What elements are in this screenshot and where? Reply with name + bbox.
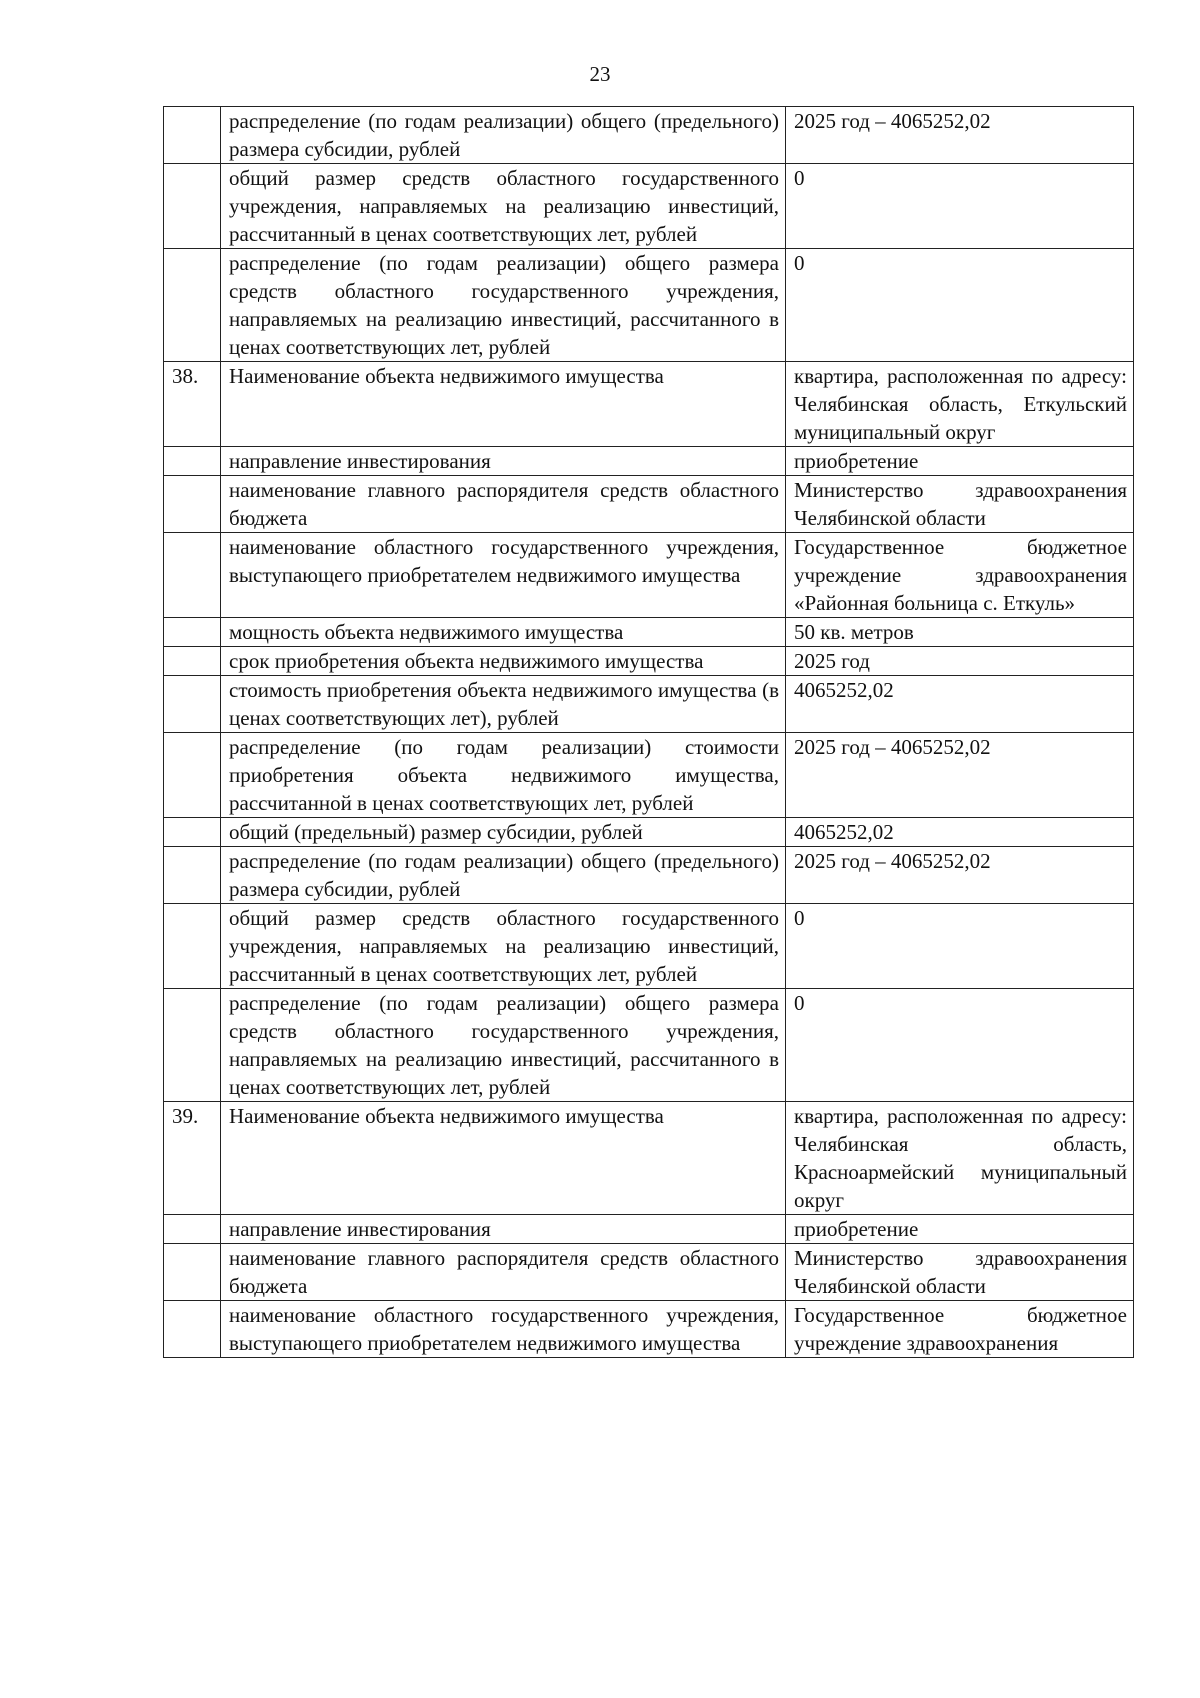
row-label: мощность объекта недвижимого имущества bbox=[221, 618, 786, 647]
row-value: 2025 год – 4065252,02 bbox=[786, 107, 1134, 164]
row-value: 2025 год – 4065252,02 bbox=[786, 847, 1134, 904]
table-row bbox=[164, 847, 1134, 904]
table-row bbox=[164, 447, 1134, 476]
row-number bbox=[164, 676, 221, 733]
row-number bbox=[164, 1244, 221, 1301]
row-number bbox=[164, 107, 221, 164]
row-number bbox=[164, 733, 221, 818]
row-label: Наименование объекта недвижимого имущества bbox=[221, 1102, 786, 1215]
table-row bbox=[164, 164, 1134, 249]
row-value: 0 bbox=[786, 989, 1134, 1102]
row-number: 38. bbox=[164, 362, 221, 447]
row-label: направление инвестирования bbox=[221, 1215, 786, 1244]
row-number bbox=[164, 847, 221, 904]
row-value: 0 bbox=[786, 249, 1134, 362]
row-number bbox=[164, 1215, 221, 1244]
row-value: 4065252,02 bbox=[786, 676, 1134, 733]
row-number bbox=[164, 476, 221, 533]
row-value: 2025 год – 4065252,02 bbox=[786, 733, 1134, 818]
table-row bbox=[164, 533, 1134, 618]
row-label: наименование областного государственного учреждения, выступающего приобретателем недвижимого имущества bbox=[221, 533, 786, 618]
row-number bbox=[164, 989, 221, 1102]
investment-objects-table bbox=[163, 106, 1134, 1358]
table-row bbox=[164, 647, 1134, 676]
row-label: распределение (по годам реализации) общего (предельного) размера субсидии, рублей bbox=[221, 847, 786, 904]
row-value: 4065252,02 bbox=[786, 818, 1134, 847]
row-label: общий размер средств областного государственного учреждения, направляемых на реализацию инвестиций, рассчитанный в ценах соответствующих лет, рублей bbox=[221, 164, 786, 249]
row-number bbox=[164, 904, 221, 989]
row-value: 2025 год bbox=[786, 647, 1134, 676]
row-value: квартира, расположенная по адресу: Челябинская область, Еткульский муниципальный округ bbox=[786, 362, 1134, 447]
row-value: квартира, расположенная по адресу: Челябинская область, Красноармейский муниципальный округ bbox=[786, 1102, 1134, 1215]
row-value: 50 кв. метров bbox=[786, 618, 1134, 647]
table-row bbox=[164, 362, 1134, 447]
row-number: 39. bbox=[164, 1102, 221, 1215]
table-row bbox=[164, 107, 1134, 164]
row-number bbox=[164, 164, 221, 249]
row-number bbox=[164, 647, 221, 676]
table-row bbox=[164, 1301, 1134, 1358]
table-body bbox=[164, 107, 1134, 1358]
row-value: приобретение bbox=[786, 1215, 1134, 1244]
table-row bbox=[164, 818, 1134, 847]
table-row bbox=[164, 618, 1134, 647]
row-value: 0 bbox=[786, 164, 1134, 249]
row-label: распределение (по годам реализации) стоимости приобретения объекта недвижимого имущества, рассчитанной в ценах соответствующих лет, рублей bbox=[221, 733, 786, 818]
table-row bbox=[164, 1102, 1134, 1215]
table-row bbox=[164, 733, 1134, 818]
row-number bbox=[164, 1301, 221, 1358]
table-row bbox=[164, 676, 1134, 733]
row-label: наименование областного государственного учреждения, выступающего приобретателем недвижимого имущества bbox=[221, 1301, 786, 1358]
row-label: распределение (по годам реализации) общего размера средств областного государственного учреждения, направляемых на реализацию инвестиций, рассчитанного в ценах соответствующих лет, рублей bbox=[221, 249, 786, 362]
row-number bbox=[164, 249, 221, 362]
row-value: приобретение bbox=[786, 447, 1134, 476]
row-label: направление инвестирования bbox=[221, 447, 786, 476]
row-label: наименование главного распорядителя средств областного бюджета bbox=[221, 1244, 786, 1301]
row-label: распределение (по годам реализации) общего (предельного) размера субсидии, рублей bbox=[221, 107, 786, 164]
row-value: Министерство здравоохранения Челябинской области bbox=[786, 476, 1134, 533]
row-label: Наименование объекта недвижимого имущества bbox=[221, 362, 786, 447]
table-row bbox=[164, 989, 1134, 1102]
table-row bbox=[164, 904, 1134, 989]
row-number bbox=[164, 447, 221, 476]
row-value: Государственное бюджетное учреждение здравоохранения bbox=[786, 1301, 1134, 1358]
row-number bbox=[164, 533, 221, 618]
table-row bbox=[164, 249, 1134, 362]
row-label: стоимость приобретения объекта недвижимого имущества (в ценах соответствующих лет), рублей bbox=[221, 676, 786, 733]
row-label: общий размер средств областного государственного учреждения, направляемых на реализацию инвестиций, рассчитанный в ценах соответствующих лет, рублей bbox=[221, 904, 786, 989]
row-value: Министерство здравоохранения Челябинской области bbox=[786, 1244, 1134, 1301]
row-label: срок приобретения объекта недвижимого имущества bbox=[221, 647, 786, 676]
row-value: 0 bbox=[786, 904, 1134, 989]
page-number: 23 bbox=[589, 62, 611, 86]
row-label: распределение (по годам реализации) общего размера средств областного государственного учреждения, направляемых на реализацию инвестиций, рассчитанного в ценах соответствующих лет, рублей bbox=[221, 989, 786, 1102]
table-row bbox=[164, 1244, 1134, 1301]
row-label: общий (предельный) размер субсидии, рублей bbox=[221, 818, 786, 847]
row-label: наименование главного распорядителя средств областного бюджета bbox=[221, 476, 786, 533]
table-row bbox=[164, 1215, 1134, 1244]
row-number bbox=[164, 818, 221, 847]
row-value: Государственное бюджетное учреждение здравоохранения «Районная больница с. Еткуль» bbox=[786, 533, 1134, 618]
table-row bbox=[164, 476, 1134, 533]
row-number bbox=[164, 618, 221, 647]
